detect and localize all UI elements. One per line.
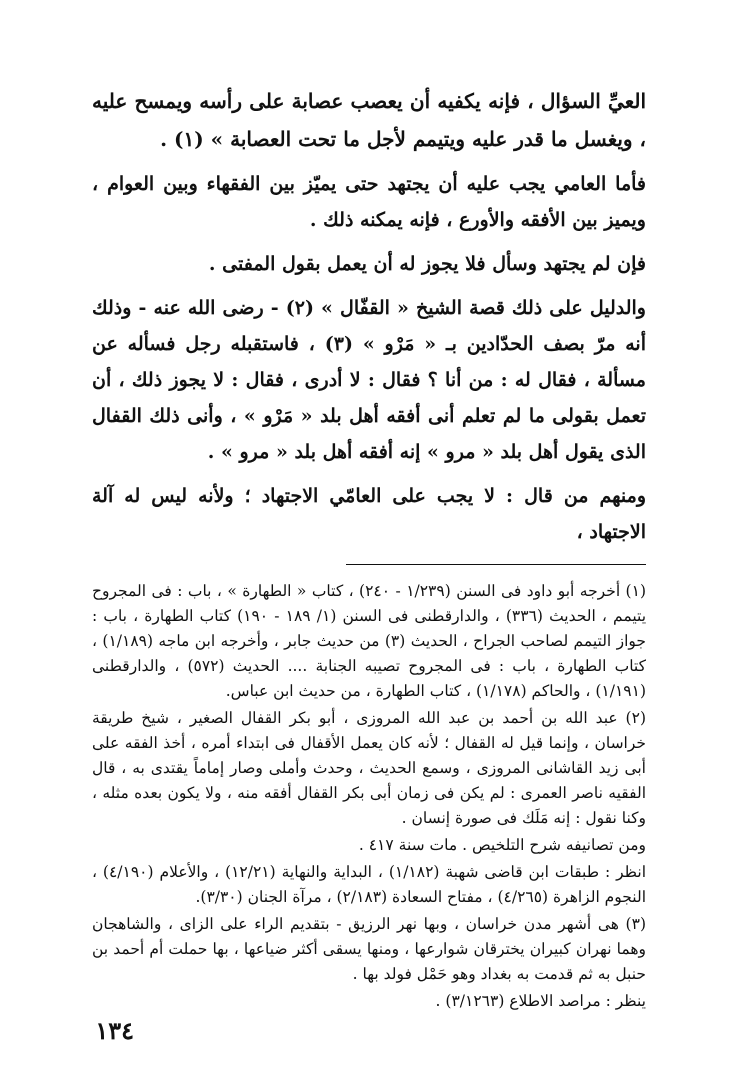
main-text — [92, 82, 646, 550]
paragraph-opposing-view: ومنهم من قال : لا يجب على العامّي الاجتهاد ؛ ولأنه ليس له آلة الاجتهاد ، — [92, 485, 646, 543]
paragraph-hadith-quote: العيِّ السؤال ، فإنه يكفيه أن يعصب عصابة على رأسه ويمسح عليه ، ويغسل ما قدر عليه ويتيمم لأجل ما تحت العصابة » (١) . — [92, 89, 646, 151]
footnote-3-sources: ينظر : مراصد الاطلاع (٣/١٢٦٣) . — [435, 992, 646, 1010]
page-number: ١٣٤ — [95, 1016, 134, 1045]
footnote-2: (٢) عبد الله بن أحمد بن عبد الله المروزى ، أبو بكر القفال الصغير ، شيخ طريقة خراسان ، وإنما قيل له القفال ؛ لأنه كان يعمل الأقفال فى ابتداء أمره ، أخذ الفقه على أبى زيد القاشانى المروزى ، وسمع الحديث ، وحدث وأملى وصار إماماً يقتدى به ، قال الفقيه ناصر العمرى : لم يكن فى زمان أبى بكر القفال أفقه منه ، ولا يكون بعده مثله ، وكنا نقول : إنه مَلَك فى صورة إنسان . — [92, 709, 646, 827]
footnote-2-works: ومن تصانيفه شرح التلخيص . مات سنة ٤١٧ . — [358, 836, 646, 854]
paragraph-qaffal-story: والدليل على ذلك قصة الشيخ « القفّال » (٢) - رضى الله عنه - وذلك أنه مرّ بصف الحدّادين بـ « مَرْو » (٣) ، فاستقبله رجل فسأله عن مسألة ، فقال له : من أنا ؟ فقال : لا أدرى ، فقال : لا يجوز ذلك ، أن تعمل بقولى ما لم تعلم أنى أفقه أهل بلد « مَرْو » ، وأنى ذلك القفال الذى يقول أهل بلد « مرو » إنه أفقه أهل بلد « مرو » . — [92, 297, 646, 463]
paragraph-ijtihad-duty: فأما العامي يجب عليه أن يجتهد حتى يميّز بين الفقهاء وبين العوام ، ويميز بين الأفقه والأورع ، فإنه يمكنه ذلك . — [92, 173, 646, 231]
footnote-1: (١) أخرجه أبو داود فى السنن (١/٢٣٩ - ٢٤٠) ، كتاب « الطهارة » ، باب : فى المجروح يتيمم ، الحديث (٣٣٦) ، والدارقطنى فى السنن (١/ ١٨٩ - ١٩٠) كتاب الطهارة ، باب : جواز التيمم لصاحب الجراح ، الحديث (٣) من حديث جابر ، وأخرجه ابن ماجه (١/١٨٩) ، كتاب الطهارة ، باب : فى المجروح تصيبه الجنابة .... الحديث (٥٧٢) ، والدارقطنى (١/١٩١) ، والحاكم (١/١٧٨) ، كتاب الطهارة ، من حديث ابن عباس. — [92, 582, 647, 700]
footnote-2-sources: انظر : طبقات ابن قاضى شهبة (١/١٨٢) ، البداية والنهاية (١٢/٢١) ، والأعلام (٤/١٩٠) ، النجوم الزاهرة (٤/٢٦٥) ، مفتاح السعادة (٢/١٨٣) ، مرآة الجنان (٣/٣٠). — [92, 863, 647, 906]
paragraph-no-ijtihad: فإن لم يجتهد وسأل فلا يجوز له أن يعمل بقول المفتى . — [208, 253, 646, 275]
footnote-3: (٣) هى أشهر مدن خراسان ، وبها نهر الرزيق - بتقديم الراء على الزاى ، والشاهجان وهما نهران كبيران يخترقان شوارعها ، ومنها يسقى أكثر ضياعها ، بها حملت أم أحمد بن حنبل به ثم قدمت به بغداد وهو حَمْل فولد بها . — [92, 915, 646, 983]
footnotes — [92, 579, 646, 1014]
footnote-separator — [346, 564, 646, 565]
